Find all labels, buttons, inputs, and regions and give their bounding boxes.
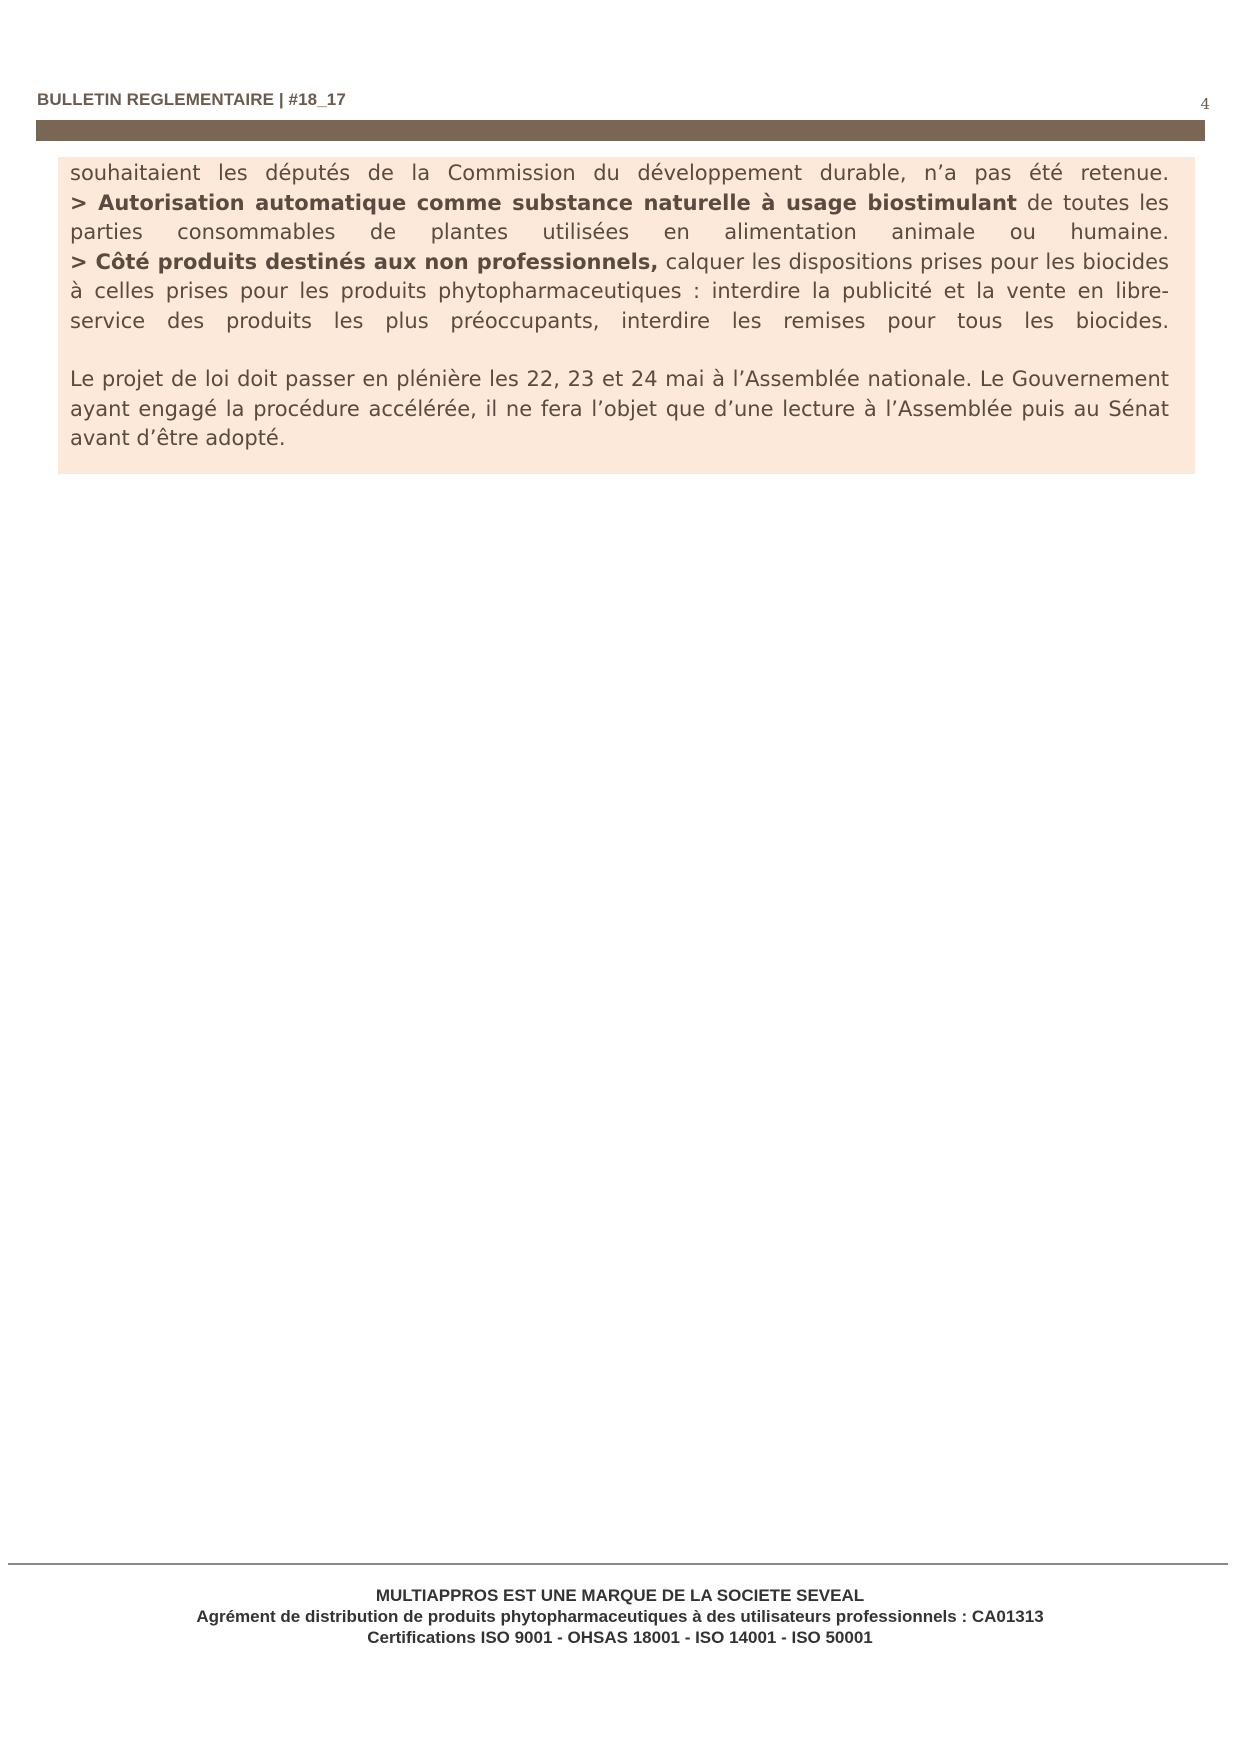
page-number: 4 <box>1200 95 1210 113</box>
item-biostimulant-text: de toutes les parties consommables de plantes utilisées en alimentation animale ou humaine. <box>70 190 1169 244</box>
footer-brand-line: MULTIAPPROS EST UNE MARQUE DE LA SOCIETE SEVEAL <box>375 1586 865 1605</box>
header-bar <box>36 120 1205 141</box>
item-biostimulant-heading: > Autorisation automatique comme substance naturelle à usage biostimulant <box>70 190 1017 215</box>
continuation-line: souhaitaient les députés de la Commission du développement durable, n’a pas été retenue. <box>70 161 1169 185</box>
footer <box>0 1585 1240 1648</box>
item-non-professionnels <box>70 248 1169 337</box>
content-box <box>58 157 1195 474</box>
paragraph-spacer <box>70 336 1169 365</box>
item-non-professionnels-heading: > Côté produits destinés aux non professionnels, <box>70 249 659 274</box>
footer-certifications-line: Certifications ISO 9001 - OHSAS 18001 - ISO 14001 - ISO 50001 <box>367 1628 873 1647</box>
document-title: BULLETIN REGLEMENTAIRE | #18_17 <box>37 90 346 109</box>
footer-agreement-line: Agrément de distribution de produits phytopharmaceutiques à des utilisateurs professionnels : CA01313 <box>196 1607 1044 1626</box>
footer-divider <box>8 1563 1228 1565</box>
item-non-professionnels-text: calquer les dispositions prises pour les biocides à celles prises pour les produits phytopharmaceutiques : interdire la publicité et la vente en libre-service des produits les plus préoccupants, interdire les remises pour tous les biocides. <box>70 249 1170 333</box>
item-biostimulant <box>70 189 1169 248</box>
closing-paragraph: Le projet de loi doit passer en plénière les 22, 23 et 24 mai à l’Assemblée nationale. Le Gouvernement ayant engagé la procédure accélérée, il ne fera l’objet que d’une lecture à l’Assemblée puis au Sénat avant d’être adopté. <box>70 367 1169 450</box>
